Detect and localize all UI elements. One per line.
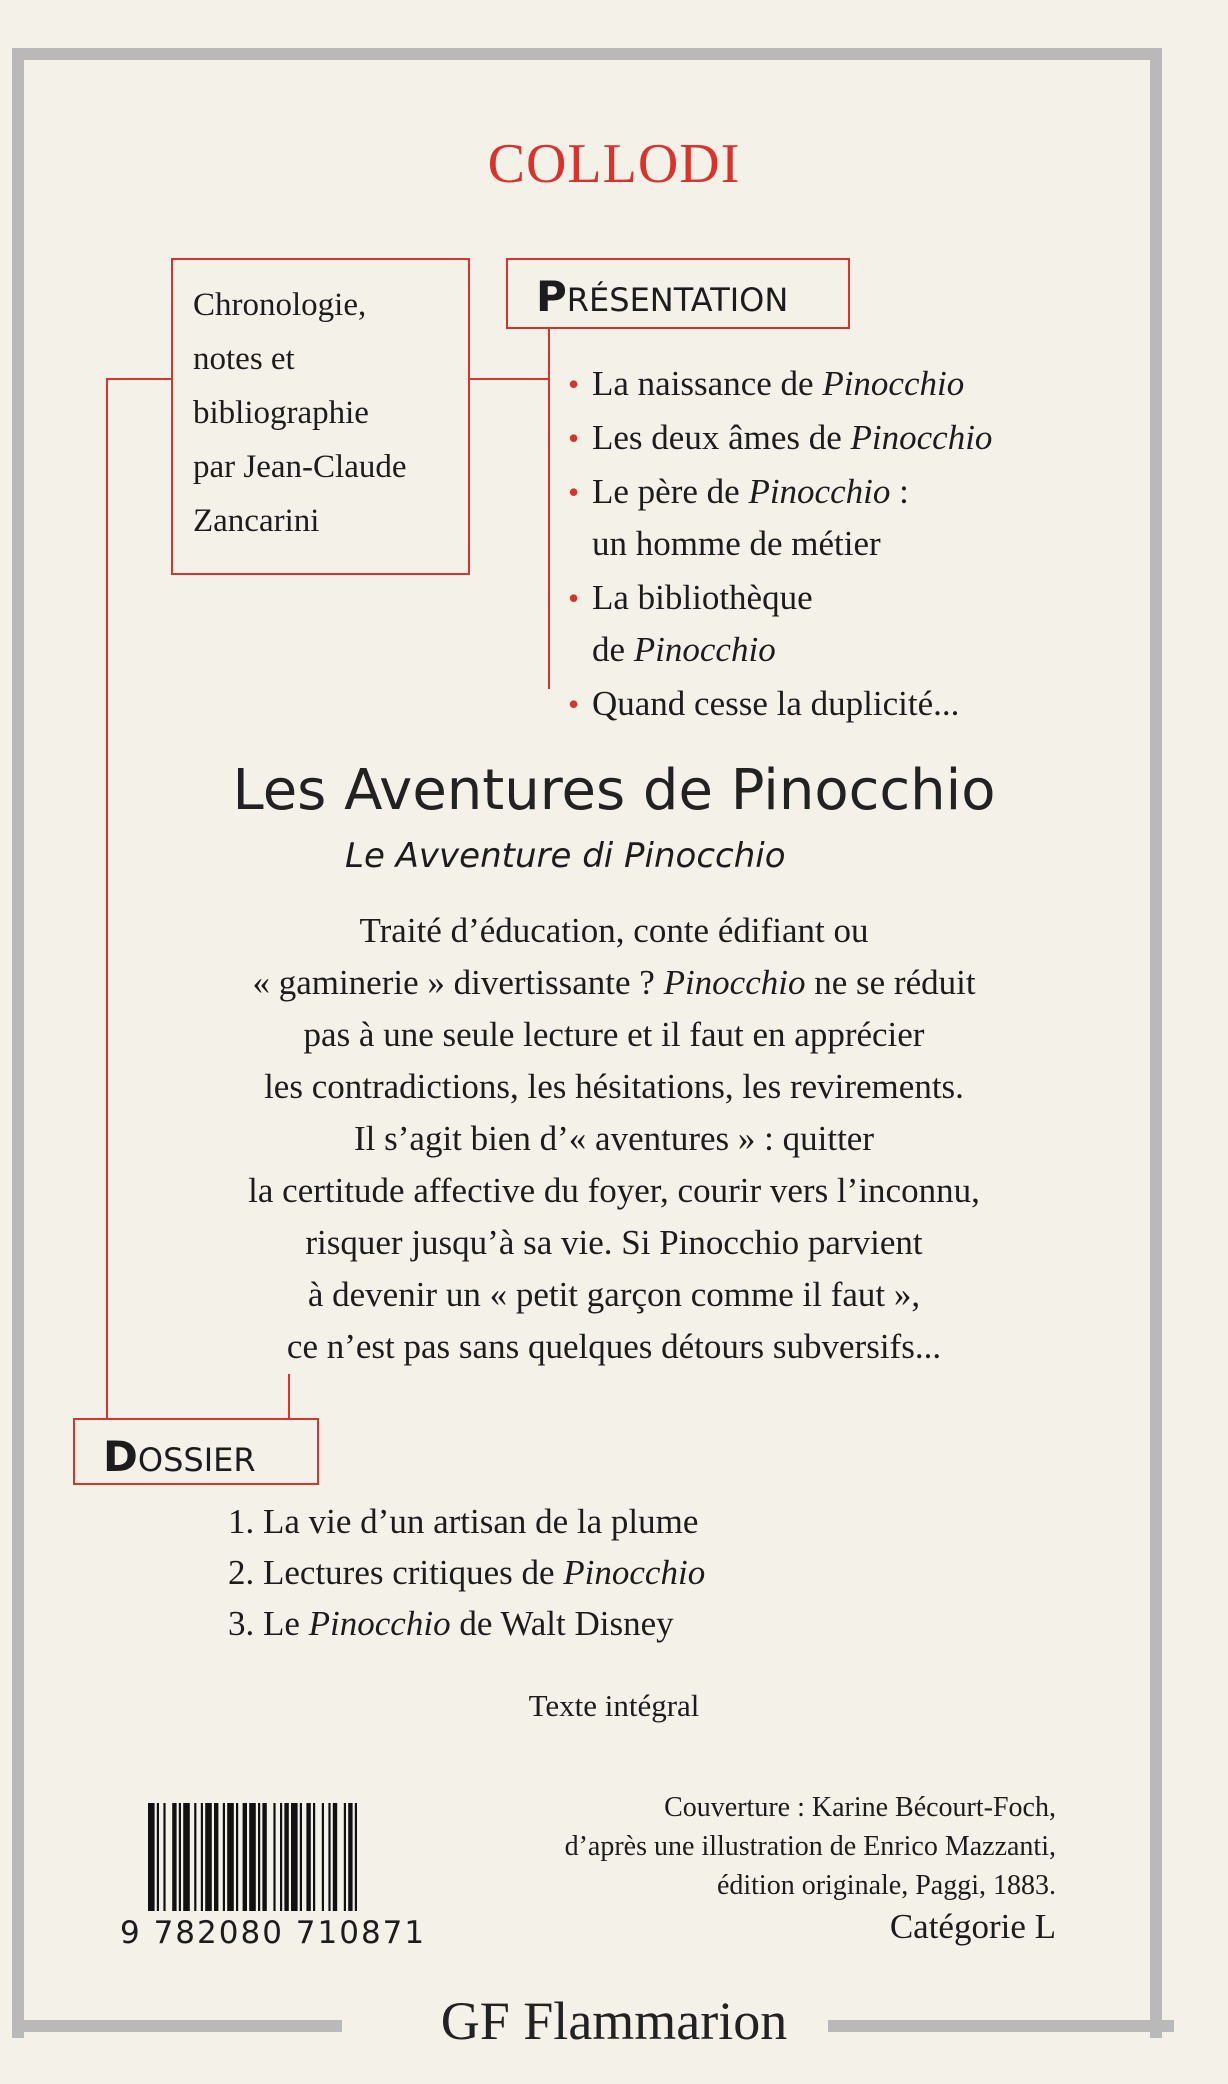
barcode-bar — [201, 1803, 203, 1911]
book-title: Les Aventures de Pinocchio — [232, 758, 996, 823]
presentation-label: PRÉSENTATION — [536, 272, 789, 321]
list-item: • La naissance de Pinocchio — [592, 358, 992, 410]
barcode-bar — [280, 1803, 282, 1911]
barcode-bar — [291, 1803, 298, 1911]
dossier-label: DOSSIER — [103, 1432, 256, 1481]
bullet-icon: • — [568, 686, 580, 722]
summary-line: Il s’agit bien d’« aventures » : quitter — [354, 1119, 874, 1158]
barcode-bar — [273, 1803, 275, 1911]
barcode-bar — [194, 1803, 196, 1911]
barcode-bar — [183, 1803, 190, 1911]
credits-line: notes et — [193, 341, 295, 377]
publisher-name: GF Flammarion — [0, 1990, 1228, 2052]
cover-credit — [565, 1788, 1056, 1905]
cover-credit-line: Couverture : Karine Bécourt-Foch, — [664, 1792, 1056, 1823]
barcode-bar — [214, 1803, 218, 1911]
connector-dossier-top — [288, 1374, 290, 1418]
summary-line: pas à une seule lecture et il faut en apprécier — [303, 1015, 925, 1054]
barcode-digits: 9 782080 710871 — [120, 1915, 427, 1951]
connector-credits-left — [106, 378, 173, 380]
summary-line: Traité d’éducation, conte édifiant ou — [359, 911, 869, 950]
barcode — [148, 1803, 420, 1911]
summary-line: « gaminerie » divertissante ? Pinocchio ne se réduit — [252, 963, 976, 1002]
barcode-bar — [322, 1803, 324, 1911]
credits-line: Chronologie, — [193, 287, 367, 323]
barcode-bar — [223, 1803, 225, 1911]
summary-line: ce n’est pas sans quelques détours subversifs... — [286, 1327, 942, 1366]
barcode-bar — [313, 1803, 315, 1911]
barcode-bar — [333, 1803, 337, 1911]
list-item: 1. La vie d’un artisan de la plume — [228, 1502, 699, 1541]
category-label: Catégorie L — [889, 1907, 1056, 1946]
bullet-icon: • — [568, 366, 580, 402]
barcode-bar — [249, 1803, 256, 1911]
book-subtitle: Le Avventure di Pinocchio — [345, 836, 786, 876]
barcode-bar — [328, 1803, 330, 1911]
barcode-bar — [157, 1803, 159, 1911]
barcode-bar — [172, 1803, 176, 1911]
barcode-bar — [284, 1803, 288, 1911]
summary-line: à devenir un « petit garçon comme il faut », — [307, 1275, 921, 1314]
presentation-box — [506, 258, 850, 329]
integral-text-note: Texte intégral — [528, 1688, 700, 1723]
barcode-bar — [148, 1803, 155, 1911]
barcode-bar — [227, 1803, 234, 1911]
list-item: • La bibliothèque de Pinocchio — [592, 572, 992, 676]
barcode-bar — [306, 1803, 310, 1911]
presentation-list — [568, 358, 993, 730]
barcode-bar — [258, 1803, 260, 1911]
summary-line: la certitude affective du foyer, courir vers l’inconnu, — [248, 1171, 980, 1210]
bullet-icon: • — [568, 580, 580, 616]
credits-line: Zancarini — [193, 503, 320, 539]
credits-line: bibliographie — [193, 395, 369, 431]
author-name: COLLODI — [487, 133, 741, 195]
barcode-bar — [348, 1803, 352, 1911]
cover-credit-line: édition originale, Paggi, 1883. — [716, 1870, 1056, 1901]
credits-line: par Jean-Claude — [193, 449, 407, 485]
barcode-bar — [243, 1803, 247, 1911]
dossier-box — [73, 1418, 319, 1485]
connector-pres-vertical — [548, 329, 550, 689]
summary-line: les contradictions, les hésitations, les revirements. — [264, 1067, 964, 1106]
barcode-bar — [344, 1803, 346, 1911]
barcode-bar — [205, 1803, 212, 1911]
bullet-icon: • — [568, 420, 580, 456]
bullet-icon: • — [568, 474, 580, 510]
summary-line: risquer jusqu’à sa vie. Si Pinocchio parvient — [305, 1223, 923, 1262]
dossier-list — [228, 1496, 705, 1649]
barcode-bar — [236, 1803, 238, 1911]
list-item: 2. Lectures critiques de Pinocchio — [228, 1553, 706, 1592]
barcode-bar — [179, 1803, 181, 1911]
connector-credits-pres — [468, 378, 549, 380]
barcode-bar — [355, 1803, 357, 1911]
summary-text — [0, 905, 1228, 1373]
barcode-bar — [163, 1803, 165, 1911]
list-item: • Les deux âmes de Pinocchio — [592, 412, 992, 464]
barcode-bar — [262, 1803, 266, 1911]
list-item: • Le père de Pinocchio : un homme de métier — [592, 466, 992, 570]
credits-box — [171, 258, 470, 575]
cover-credit-line: d’après une illustration de Enrico Mazzanti, — [564, 1831, 1056, 1862]
list-item: • Quand cesse la duplicité... — [592, 678, 992, 730]
list-item: 3. Le Pinocchio de Walt Disney — [228, 1604, 674, 1643]
barcode-bar — [300, 1803, 302, 1911]
